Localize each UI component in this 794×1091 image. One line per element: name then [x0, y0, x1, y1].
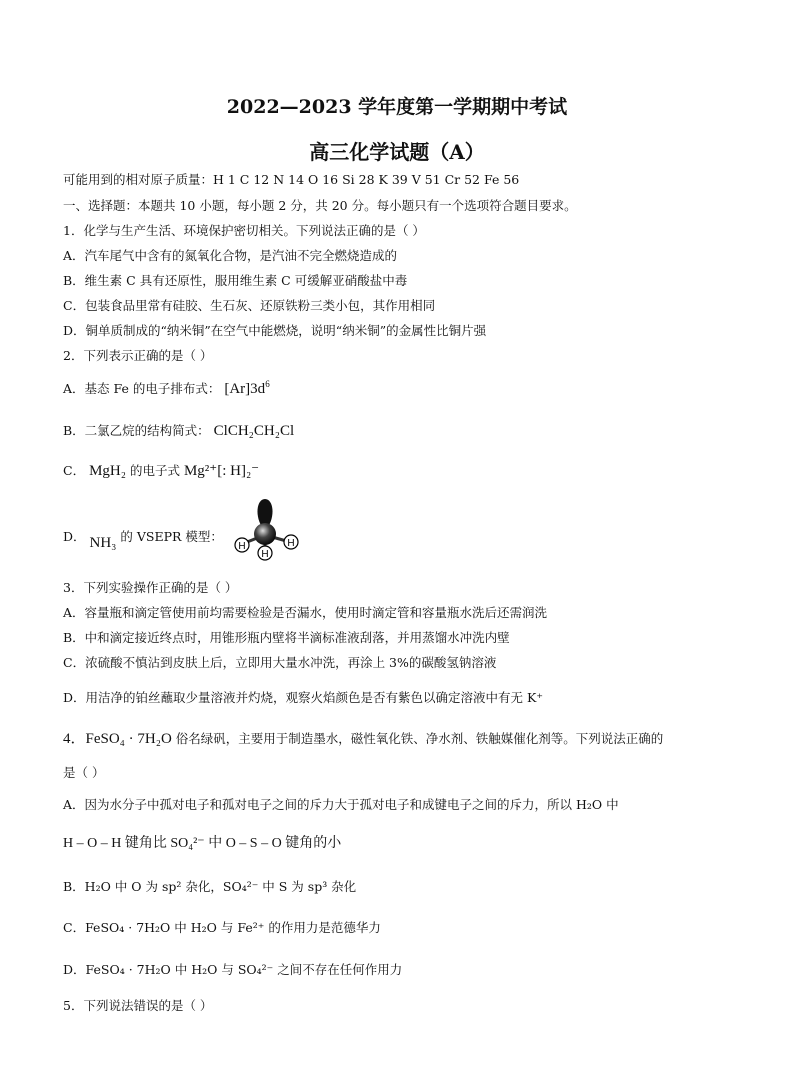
q4-formula: 4．FeSO₄ · 7H₂O	[63, 731, 172, 747]
q4-option-d: D．FeSO₄ · 7H₂O 中 H₂O 与 SO₄²⁻ 之间不存在任何作用力	[63, 962, 403, 977]
q2-option-c	[63, 463, 259, 479]
section-heading: 一、选择题：本题共 10 小题，每小题 2 分，共 20 分。每小题只有一个选项符合题目要求。	[63, 198, 577, 213]
q2-c-label: C．	[63, 463, 86, 478]
q4-stem-cont: 是（ ）	[63, 765, 105, 780]
q2-option-d	[63, 529, 223, 551]
h-atom-label: H	[261, 549, 269, 560]
h-atom-label: H	[238, 541, 246, 552]
q4-stem	[63, 731, 663, 747]
q4-option-a-cont: H – O – H 键角比 SO₄²⁻ 中 O – S – O 键角的小	[63, 836, 342, 851]
q3-option-d: D．用洁净的铂丝蘸取少量溶液并灼烧，观察火焰颜色是否有紫色以确定溶液中有无 K⁺	[63, 690, 543, 705]
q2-c-formula2: Mg²⁺[: H]₂⁻	[183, 463, 260, 479]
q5-stem: 5．下列说法错误的是（ ）	[63, 998, 213, 1013]
q4-option-a: A．因为水分子中孤对电子和孤对电子之间的斥力大于孤对电子和成键电子之间的斥力，所以 H₂O 中	[63, 797, 619, 812]
q3-option-c: C．浓硫酸不慎沾到皮肤上后，立即用大量水冲洗，再涂上 3%的碳酸氢钠溶液	[63, 655, 497, 670]
q1-option-b: B．维生素 C 具有还原性，服用维生素 C 可缓解亚硝酸盐中毒	[63, 273, 408, 288]
q4-option-c: C．FeSO₄ · 7H₂O 中 H₂O 与 Fe²⁺ 的作用力是范德华力	[63, 920, 381, 935]
q1-option-c: C．包装食品里常有硅胶、生石灰、还原铁粉三类小包，其作用相同	[63, 298, 436, 313]
q2-d-label: D．	[63, 529, 86, 544]
q2-b-formula: ClCH₂CH₂Cl	[213, 423, 295, 439]
atomic-masses: 可能用到的相对原子质量：H 1 C 12 N 14 O 16 Si 28 K 39 V 51 Cr 52 Fe 56	[63, 172, 520, 187]
q4-stem-text: 俗名绿矾，主要用于制造墨水，磁性氧化铁、净水剂、铁触媒催化剂等。下列说法正确的	[175, 731, 664, 746]
q2-b-text: B．二氯乙烷的结构简式：	[63, 423, 210, 438]
q1-option-d: D．铜单质制成的“纳米铜”在空气中能燃烧，说明“纳米铜”的金属性比铜片强	[63, 323, 487, 338]
q2-stem: 2．下列表示正确的是（ ）	[63, 348, 213, 363]
q2-option-a	[63, 381, 270, 397]
q3-option-a: A．容量瓶和滴定管使用前均需要检验是否漏水，使用时滴定管和容量瓶水洗后还需润洗	[63, 605, 548, 620]
q2-a-formula: [Ar]3d	[224, 381, 266, 397]
q2-d-formula: NH₃	[89, 535, 117, 551]
q4-option-b: B．H₂O 中 O 为 sp² 杂化，SO₄²⁻ 中 S 为 sp³ 杂化	[63, 879, 357, 894]
q1-option-a: A．汽车尾气中含有的氮氧化合物，是汽油不完全燃烧造成的	[63, 248, 398, 263]
q2-a-sup: 6	[265, 379, 270, 389]
q1-stem: 1．化学与生产生活、环境保护密切相关。下列说法正确的是（ ）	[63, 223, 425, 238]
q3-stem: 3．下列实验操作正确的是（ ）	[63, 580, 238, 595]
q2-c-formula1: MgH₂	[89, 463, 126, 479]
h-atom-label: H	[287, 538, 295, 549]
exam-title: 2022—2023 学年度第一学期期中考试	[226, 96, 568, 118]
exam-subtitle: 高三化学试题（A）	[309, 140, 485, 164]
q2-a-text: A．基态 Fe 的电子排布式：	[63, 381, 221, 396]
q2-d-text: 的 VSEPR 模型：	[120, 529, 223, 544]
q3-option-b: B．中和滴定接近终点时，用锥形瓶内壁将半滴标准液刮落，并用蒸馏水冲洗内壁	[63, 630, 510, 645]
q2-c-text: 的电子式	[129, 463, 180, 478]
nh3-vsepr-model-icon	[228, 497, 302, 561]
q2-option-b	[63, 423, 294, 439]
